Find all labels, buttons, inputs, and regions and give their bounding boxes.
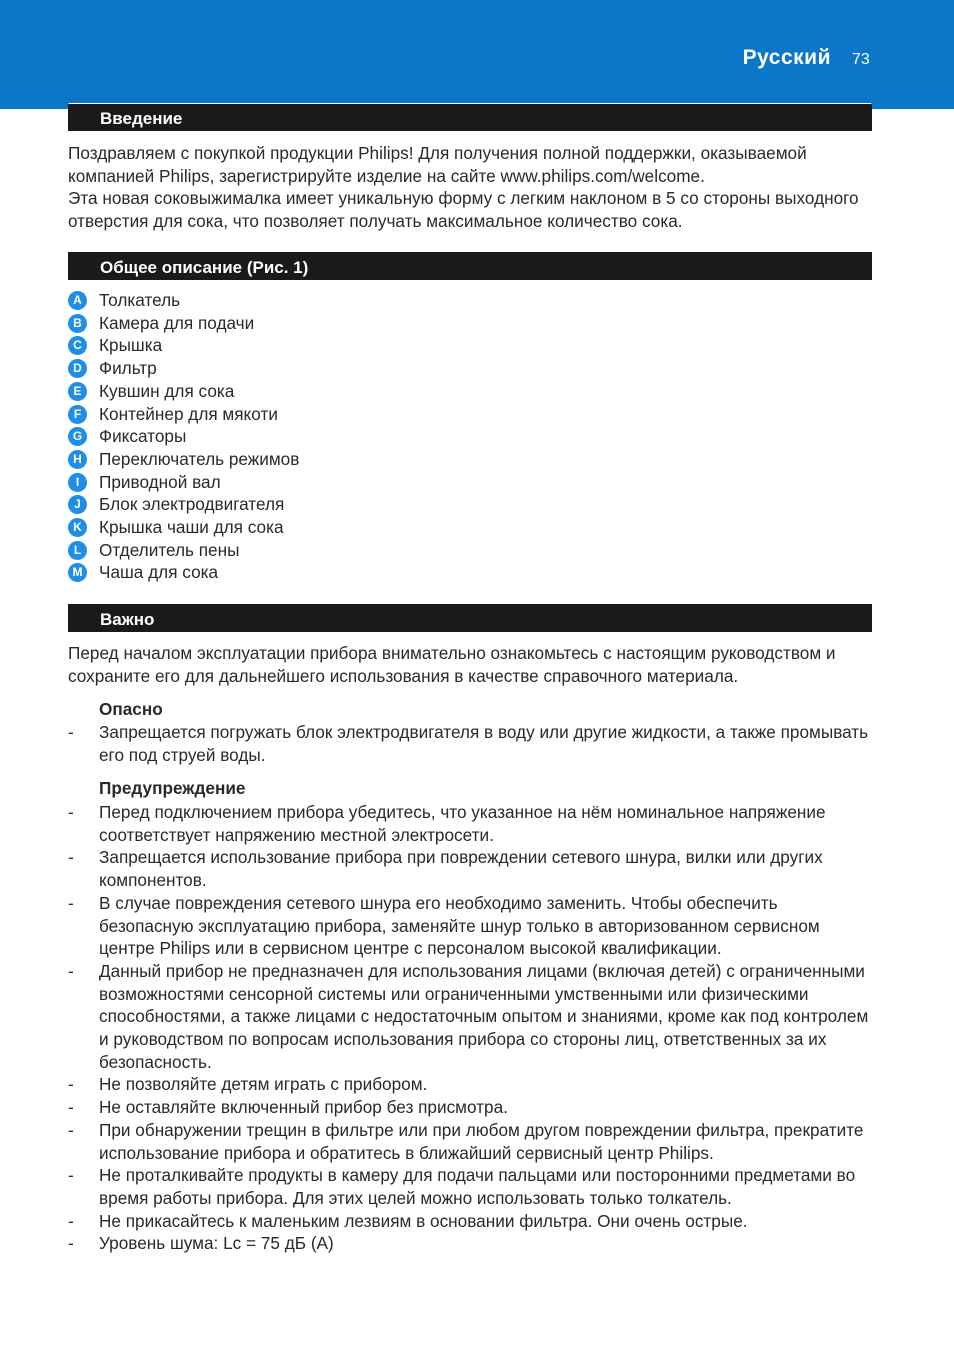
part-label: Приводной вал (99, 471, 221, 492)
bullet-dash: - (68, 1074, 74, 1095)
part-letter-badge: M (68, 563, 87, 582)
part-label: Кувшин для сока (99, 380, 235, 401)
warning-item (68, 960, 874, 1074)
part-letter-badge: E (68, 382, 87, 401)
warning-item-text: Не позволяйте детям играть с прибором. (99, 1074, 428, 1095)
danger-heading: Опасно (99, 699, 163, 719)
bullet-dash: - (68, 1165, 74, 1186)
part-item (68, 289, 874, 312)
part-label: Контейнер для мякоти (99, 403, 278, 424)
part-letter-badge: H (68, 450, 87, 469)
part-label: Блок электродвигателя (99, 494, 285, 515)
warning-item (68, 1073, 874, 1096)
warning-heading: Предупреждение (99, 778, 246, 798)
bullet-dash: - (68, 847, 74, 868)
section-title-important: Важно (100, 610, 155, 629)
intro-text (68, 142, 874, 233)
warning-item-text: Уровень шума: Lc = 75 дБ (A) (99, 1233, 334, 1254)
language-label: Русский (742, 46, 831, 69)
part-item (68, 471, 874, 494)
warning-item-text: Запрещается использование прибора при повреждении сетевого шнура, вилки или других компонентов. (99, 847, 823, 891)
part-item (68, 403, 874, 426)
section-bar-intro (68, 103, 872, 131)
part-letter-badge: D (68, 359, 87, 378)
part-item (68, 334, 874, 357)
page-number: 73 (852, 51, 870, 68)
warning-item-text: Не проталкивайте продукты в камеру для подачи пальцами или посторонними предметами во время работы прибора. Для этих целей можно использовать только толкатель. (99, 1165, 856, 1208)
warning-item (68, 846, 874, 891)
warning-item (68, 801, 874, 846)
warning-item-text: В случае повреждения сетевого шнура его необходимо заменить. Чтобы обеспечить безопасную эксплуатацию прибора, заменяйте шнур только в авторизованном сервисном центре Philips или в сервисном центре с персоналом высокой квалификации. (99, 892, 820, 959)
part-letter-badge: G (68, 427, 87, 446)
part-label: Отделитель пены (99, 539, 240, 560)
part-item (68, 312, 874, 335)
part-letter-badge: K (68, 518, 87, 537)
important-intro (68, 642, 874, 687)
bullet-dash: - (68, 960, 74, 981)
part-letter-badge: F (68, 405, 87, 424)
danger-list (68, 721, 874, 766)
part-label: Толкатель (99, 290, 181, 310)
bullet-dash: - (68, 1233, 74, 1254)
warning-item-text: Не оставляйте включенный прибор без присмотра. (99, 1097, 508, 1118)
part-letter-badge: A (68, 291, 87, 310)
part-letter-badge: C (68, 336, 87, 355)
part-letter-badge: I (68, 473, 87, 492)
part-letter-badge: B (68, 314, 87, 333)
intro-paragraph: Эта новая соковыжималка имеет уникальную форму с легким наклоном в 5 со стороны выходного отверстия для сока, что позволяет получать максимальное количество сока. (68, 188, 859, 232)
danger-item-text: Запрещается погружать блок электродвигателя в воду или другие жидкости, а также промывать его под струей воды. (99, 722, 869, 765)
header-bar (0, 0, 954, 109)
intro-paragraph: Поздравляем с покупкой продукции Philips! Для получения полной поддержки, оказываемой компанией Philips, зарегистрируйте изделие на сайте www.philips.com/welcome. (68, 143, 807, 186)
part-item (68, 561, 874, 584)
part-item (68, 448, 874, 471)
warning-list (68, 801, 874, 1255)
warning-item (68, 1164, 874, 1209)
warning-item (68, 1096, 874, 1119)
warning-item (68, 1232, 874, 1255)
part-item (68, 425, 874, 448)
part-item (68, 357, 874, 380)
warning-item-text: При обнаружении трещин в фильтре или при любом другом повреждении фильтра, прекратите использование прибора и обратитесь в ближайший сервисный центр Philips. (99, 1119, 864, 1163)
warning-item-text: Не прикасайтесь к маленьким лезвиям в основании фильтра. Они очень острые. (99, 1210, 748, 1231)
warning-item-text: Перед подключением прибора убедитесь, что указанное на нём номинальное напряжение соответствует напряжению местной электросети. (99, 802, 826, 845)
important-intro-text: Перед началом эксплуатации прибора внимательно ознакомьтесь с настоящим руководством и сохраните его для дальнейшего использования в качестве справочного материала. (68, 643, 836, 686)
bullet-dash: - (68, 722, 74, 742)
section-bar-overview (68, 252, 872, 280)
part-item (68, 539, 874, 562)
section-bar-important (68, 604, 872, 632)
bullet-dash: - (68, 1210, 74, 1231)
part-label: Фильтр (99, 358, 157, 379)
warning-item (68, 892, 874, 960)
bullet-dash: - (68, 1119, 74, 1140)
bullet-dash: - (68, 802, 74, 822)
part-label: Переключатель режимов (99, 448, 300, 469)
section-title-overview: Общее описание (Рис. 1) (100, 258, 309, 277)
warning-item (68, 1119, 874, 1164)
part-item (68, 516, 874, 539)
part-item (68, 380, 874, 403)
part-label: Чаша для сока (99, 562, 219, 583)
part-label: Крышка (99, 335, 163, 356)
part-letter-badge: L (68, 541, 87, 560)
danger-item (68, 721, 874, 766)
parts-list (68, 289, 874, 584)
bullet-dash: - (68, 892, 74, 913)
part-label: Фиксаторы (99, 426, 187, 447)
warning-item (68, 1210, 874, 1233)
part-letter-badge: J (68, 495, 87, 514)
section-title-intro: Введение (100, 109, 183, 128)
part-label: Крышка чаши для сока (99, 517, 284, 538)
bullet-dash: - (68, 1097, 74, 1118)
warning-item-text: Данный прибор не предназначен для использования лицами (включая детей) с ограниченными возможностями сенсорной системы или ограниченными умственными или физическими способностями, а также лицами с недостаточным опытом и знаниями, кроме как под контролем и руководством по вопросам использования прибора со стороны лиц, ответственных за их безопасность. (99, 960, 869, 1072)
part-label: Камера для подачи (99, 312, 255, 333)
part-item (68, 493, 874, 516)
